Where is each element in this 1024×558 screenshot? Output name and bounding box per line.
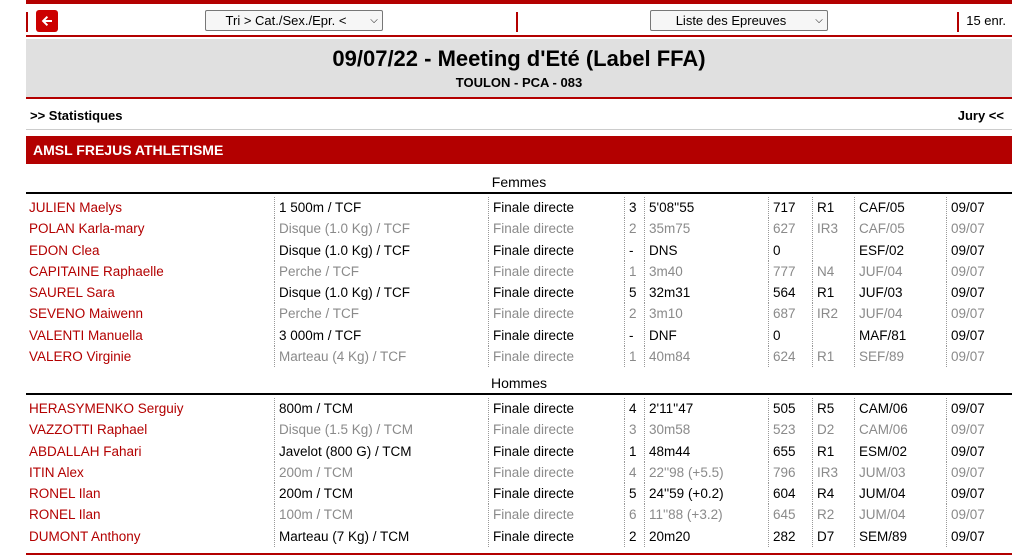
- date: 09/07: [946, 483, 1012, 504]
- category: MAF/81: [854, 325, 946, 346]
- date: 09/07: [946, 504, 1012, 525]
- round: Finale directe: [488, 240, 624, 261]
- place: 6: [624, 504, 644, 525]
- club-header: AMSL FREJUS ATHLETISME: [26, 136, 1012, 164]
- round: Finale directe: [488, 197, 624, 218]
- table-row: [26, 218, 1012, 239]
- category: JUF/04: [854, 261, 946, 282]
- event-name: Marteau (4 Kg) / TCF: [274, 346, 488, 367]
- date: 09/07: [946, 441, 1012, 462]
- points: 505: [768, 398, 812, 419]
- category: JUM/04: [854, 504, 946, 525]
- points: 645: [768, 504, 812, 525]
- table-row: [26, 303, 1012, 324]
- date: 09/07: [946, 282, 1012, 303]
- group-header-men: Hommes: [26, 373, 1012, 395]
- athlete-name[interactable]: DUMONT Anthony: [29, 528, 141, 544]
- level: IR3: [812, 218, 854, 239]
- chevron-down-icon: ⌵: [815, 15, 823, 26]
- round: Finale directe: [488, 303, 624, 324]
- level: R2: [812, 504, 854, 525]
- level: IR2: [812, 303, 854, 324]
- level: D2: [812, 419, 854, 440]
- events-select-value: Liste des Epreuves: [675, 13, 787, 28]
- athlete-name[interactable]: RONEL Ilan: [29, 507, 101, 523]
- points: 796: [768, 462, 812, 483]
- performance: 35m75: [644, 218, 768, 239]
- round: Finale directe: [488, 462, 624, 483]
- date: 09/07: [946, 325, 1012, 346]
- date: 09/07: [946, 261, 1012, 282]
- category: SEF/89: [854, 346, 946, 367]
- athlete-name[interactable]: SAUREL Sara: [29, 285, 115, 301]
- separator: [516, 12, 518, 32]
- table-row: [26, 325, 1012, 346]
- level: D7: [812, 526, 854, 547]
- category: CAM/06: [854, 419, 946, 440]
- athlete-name[interactable]: VAZZOTTI Raphael: [29, 422, 148, 438]
- back-button[interactable]: [36, 10, 58, 32]
- level: [812, 240, 854, 261]
- athlete-name[interactable]: VALERO Virginie: [29, 349, 132, 365]
- place: 3: [624, 197, 644, 218]
- round: Finale directe: [488, 346, 624, 367]
- place: 1: [624, 261, 644, 282]
- results-men: [26, 398, 1012, 547]
- event-name: Perche / TCF: [274, 303, 488, 324]
- table-row: [26, 346, 1012, 367]
- bottom-accent-line: [26, 553, 1012, 555]
- performance: 3m10: [644, 303, 768, 324]
- performance: 30m58: [644, 419, 768, 440]
- date: 09/07: [946, 398, 1012, 419]
- performance: DNF: [644, 325, 768, 346]
- performance: 48m44: [644, 441, 768, 462]
- round: Finale directe: [488, 282, 624, 303]
- links-bar: [30, 108, 1004, 124]
- round: Finale directe: [488, 526, 624, 547]
- category: JUM/04: [854, 483, 946, 504]
- round: Finale directe: [488, 261, 624, 282]
- category: ESF/02: [854, 240, 946, 261]
- points: 687: [768, 303, 812, 324]
- points: 564: [768, 282, 812, 303]
- page-subtitle: TOULON - PCA - 083: [455, 75, 583, 90]
- performance: 2'11''47: [644, 398, 768, 419]
- level: R5: [812, 398, 854, 419]
- points: 282: [768, 526, 812, 547]
- athlete-name[interactable]: RONEL Ilan: [29, 486, 101, 502]
- event-name: Perche / TCF: [274, 261, 488, 282]
- sort-select[interactable]: [205, 10, 383, 31]
- category: ESM/02: [854, 441, 946, 462]
- category: JUM/03: [854, 462, 946, 483]
- place: 2: [624, 303, 644, 324]
- athlete-name[interactable]: ITIN Alex: [29, 464, 84, 480]
- events-select[interactable]: [650, 10, 828, 31]
- separator: [957, 12, 959, 32]
- points: 624: [768, 346, 812, 367]
- round: Finale directe: [488, 483, 624, 504]
- page-header: [26, 39, 1012, 97]
- round: Finale directe: [488, 218, 624, 239]
- performance: 3m40: [644, 261, 768, 282]
- points: 0: [768, 240, 812, 261]
- category: CAM/06: [854, 398, 946, 419]
- place: 1: [624, 441, 644, 462]
- athlete-name[interactable]: POLAN Karla-mary: [29, 221, 145, 237]
- place: 5: [624, 483, 644, 504]
- date: 09/07: [946, 197, 1012, 218]
- table-row: [26, 419, 1012, 440]
- separator: [26, 12, 28, 32]
- category: SEM/89: [854, 526, 946, 547]
- event-name: Disque (1.0 Kg) / TCF: [274, 240, 488, 261]
- level: IR3: [812, 462, 854, 483]
- table-row: [26, 282, 1012, 303]
- event-name: 200m / TCM: [274, 483, 488, 504]
- points: 0: [768, 325, 812, 346]
- performance: 5'08''55: [644, 197, 768, 218]
- category: JUF/04: [854, 303, 946, 324]
- points: 717: [768, 197, 812, 218]
- date: 09/07: [946, 462, 1012, 483]
- table-row: [26, 240, 1012, 261]
- event-name: 100m / TCM: [274, 504, 488, 525]
- level: R1: [812, 346, 854, 367]
- divider: [26, 129, 1012, 130]
- athlete-name[interactable]: HERASYMENKO Serguiy: [29, 401, 184, 416]
- date: 09/07: [946, 303, 1012, 324]
- athlete-name[interactable]: JULIEN Maelys: [29, 200, 123, 215]
- athlete-name[interactable]: VALENTI Manuella: [29, 327, 143, 343]
- place: 5: [624, 282, 644, 303]
- event-name: Disque (1.0 Kg) / TCF: [274, 218, 488, 239]
- performance: DNS: [644, 240, 768, 261]
- group-header-women: Femmes: [26, 172, 1012, 194]
- sort-select-value: Tri > Cat./Sex./Epr. <: [225, 13, 347, 28]
- performance: 40m84: [644, 346, 768, 367]
- round: Finale directe: [488, 398, 624, 419]
- place: 4: [624, 398, 644, 419]
- place: -: [624, 325, 644, 346]
- points: 627: [768, 218, 812, 239]
- event-name: 800m / TCM: [274, 398, 488, 419]
- athlete-name[interactable]: EDON Clea: [29, 242, 100, 258]
- table-row: [26, 197, 1012, 218]
- athlete-name[interactable]: CAPITAINE Raphaelle: [29, 263, 164, 279]
- level: R1: [812, 282, 854, 303]
- athlete-name[interactable]: SEVENO Maiwenn: [29, 306, 144, 322]
- divider: [26, 97, 1012, 99]
- place: -: [624, 240, 644, 261]
- event-name: 200m / TCM: [274, 462, 488, 483]
- stats-link[interactable]: >> Statistiques: [30, 108, 123, 123]
- table-row: [26, 398, 1012, 419]
- table-row: [26, 261, 1012, 282]
- table-row: [26, 462, 1012, 483]
- round: Finale directe: [488, 441, 624, 462]
- level: R4: [812, 483, 854, 504]
- place: 2: [624, 218, 644, 239]
- points: 604: [768, 483, 812, 504]
- place: 1: [624, 346, 644, 367]
- jury-link[interactable]: Jury <<: [957, 108, 1004, 123]
- event-name: Disque (1.5 Kg) / TCM: [274, 419, 488, 440]
- athlete-name[interactable]: ABDALLAH Fahari: [29, 443, 142, 459]
- event-name: Javelot (800 G) / TCM: [274, 441, 488, 462]
- toolbar: [26, 8, 1012, 34]
- points: 777: [768, 261, 812, 282]
- place: 2: [624, 526, 644, 547]
- table-row: [26, 483, 1012, 504]
- round: Finale directe: [488, 504, 624, 525]
- date: 09/07: [946, 218, 1012, 239]
- event-name: 1 500m / TCF: [274, 197, 488, 218]
- level: R1: [812, 441, 854, 462]
- page-title: 09/07/22 - Meeting d'Eté (Label FFA): [332, 46, 706, 71]
- performance: 20m20: [644, 526, 768, 547]
- category: JUF/03: [854, 282, 946, 303]
- level: R1: [812, 197, 854, 218]
- performance: 22''98 (+5.5): [644, 462, 768, 483]
- level: [812, 325, 854, 346]
- category: CAF/05: [854, 218, 946, 239]
- performance: 11''88 (+3.2): [644, 504, 768, 525]
- points: 655: [768, 441, 812, 462]
- date: 09/07: [946, 240, 1012, 261]
- top-accent-line: [26, 0, 1012, 4]
- table-row: [26, 526, 1012, 547]
- points: 523: [768, 419, 812, 440]
- date: 09/07: [946, 526, 1012, 547]
- place: 4: [624, 462, 644, 483]
- table-row: [26, 441, 1012, 462]
- performance: 24''59 (+0.2): [644, 483, 768, 504]
- date: 09/07: [946, 419, 1012, 440]
- performance: 32m31: [644, 282, 768, 303]
- event-name: 3 000m / TCF: [274, 325, 488, 346]
- record-count: 15 enr.: [966, 13, 1006, 28]
- round: Finale directe: [488, 419, 624, 440]
- level: N4: [812, 261, 854, 282]
- results-women: [26, 197, 1012, 367]
- category: CAF/05: [854, 197, 946, 218]
- event-name: Disque (1.0 Kg) / TCF: [274, 282, 488, 303]
- place: 3: [624, 419, 644, 440]
- arrow-left-icon: [40, 14, 54, 28]
- event-name: Marteau (7 Kg) / TCM: [274, 526, 488, 547]
- chevron-down-icon: ⌵: [370, 15, 378, 26]
- round: Finale directe: [488, 325, 624, 346]
- table-row: [26, 504, 1012, 525]
- divider: [26, 35, 1012, 37]
- date: 09/07: [946, 346, 1012, 367]
